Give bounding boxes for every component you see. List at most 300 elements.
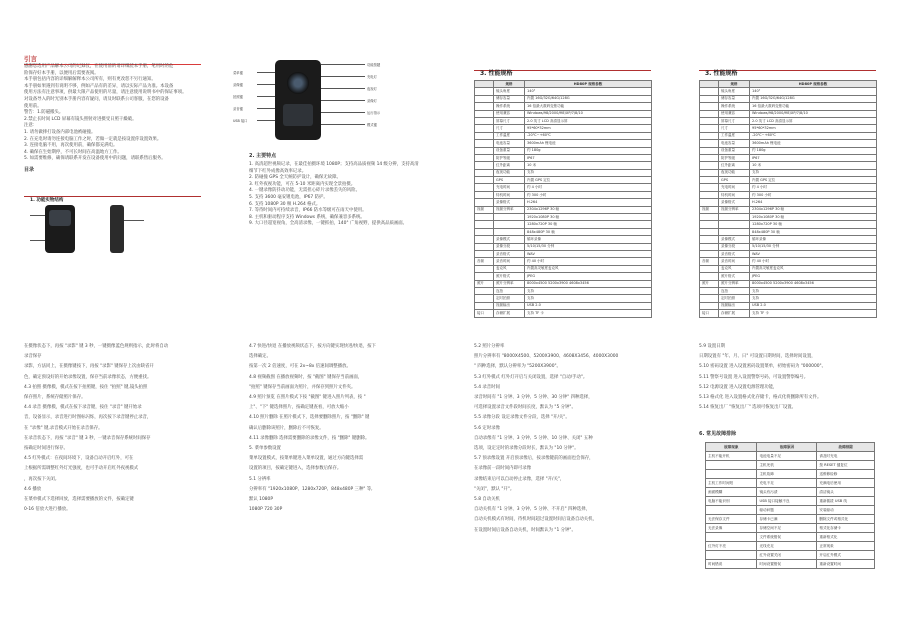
- camera-side-view: [110, 205, 124, 253]
- section-3-header: [474, 60, 651, 77]
- spec-group: [700, 243, 719, 250]
- intro-text: [0, 64, 225, 163]
- spec-key: 待机时间: [494, 191, 525, 198]
- text-line: 色，确定预设好的开始录像设置，保存当前录像状态，方便重找。: [24, 374, 152, 380]
- spec-key: 屏幕尺寸: [719, 117, 750, 124]
- spec-table-repeat: [699, 80, 877, 332]
- spec-group: [475, 125, 494, 132]
- spec-value: 1920x1080P 30 帧: [525, 214, 652, 221]
- text-line: 0-16 倍放大进行播放。: [24, 507, 71, 513]
- spec-group: [700, 287, 719, 294]
- spec-group: [700, 184, 719, 191]
- spec-key: 屏幕尺寸: [494, 117, 525, 124]
- text-line: 5. 如需要维修，确保请联系开发在设备使用中的问题，请联系售后服务。: [24, 156, 166, 162]
- spec-value: 2.0 英寸 LCD 高清显示屏: [525, 117, 652, 124]
- spec-row: [475, 191, 652, 198]
- text-line: 按确定时间进行保存。: [24, 446, 68, 452]
- spec-group: 接口: [700, 310, 719, 317]
- spec-key: 储存容量: [494, 95, 525, 102]
- spec-key: 充电时间: [719, 184, 750, 191]
- spec-value: 约 180g: [750, 147, 877, 154]
- spec-group: [475, 250, 494, 257]
- spec-row: [475, 243, 652, 250]
- spec-group: [700, 147, 719, 154]
- spec-value: 循环录像: [525, 236, 652, 243]
- troubleshoot-cell: 电池电量不足: [757, 452, 817, 461]
- spec-key: 视频分辨率: [719, 206, 750, 213]
- spec-key: 充电时间: [494, 184, 525, 191]
- spec-row: [700, 199, 877, 206]
- callout-line: [257, 96, 275, 97]
- spec-value: 支持: [525, 169, 652, 176]
- troubleshoot-cell: 重新设置时间: [817, 560, 875, 569]
- spec-key: 红外距离: [494, 162, 525, 169]
- spec-row: [475, 147, 652, 154]
- spec-key: [494, 221, 525, 228]
- spec-group: 接口: [475, 310, 494, 317]
- troubleshoot-cell: 按 RESET 键复位: [817, 461, 875, 470]
- text-line: 录影，方法同上，在摄像键按下，再按 "录影" 键保存上次由缺省开: [24, 364, 154, 370]
- text-line: 5.14 恢复出厂 "恢复出厂" 选项可恢复出厂设置。: [699, 405, 797, 411]
- text-line: ，再次按下关闭。: [24, 476, 60, 482]
- spec-group: [475, 132, 494, 139]
- spec-group: [700, 162, 719, 169]
- spec-group: [475, 162, 494, 169]
- spec-value: IP67: [525, 154, 652, 161]
- text-line: 5.10 密码设置 进入设置密码设置菜单，初始密码为 "000000"。: [699, 364, 826, 370]
- callout-line: [257, 72, 275, 73]
- spec-value: 1920x1080P 30 帧: [750, 214, 877, 221]
- spec-key: 连拍: [494, 287, 525, 294]
- page-3: [450, 0, 675, 318]
- text-line: 日期设置有 "年、月、日" 可设置日期时间，选择时间设置，: [699, 354, 816, 360]
- spec-key: 录像格式: [719, 199, 750, 206]
- camera-grid-patch: [283, 104, 313, 126]
- text-line: 设置的项目，按确定键进入，选择参数后保存。: [249, 466, 342, 472]
- troubleshoot-row: [706, 524, 875, 533]
- spec-value: 支持: [525, 295, 652, 302]
- spec-value: 95*60*32mm: [525, 125, 652, 132]
- callout-label: 录音键: [233, 107, 243, 111]
- spec-key: 设备重量: [719, 147, 750, 154]
- spec-group: [700, 177, 719, 184]
- spec-value: 3600mAh 锂电池: [525, 140, 652, 147]
- text-line: 在录音状态下，再按 "录音" 键 3 秒，一键录音保存系统时间保存: [24, 435, 151, 441]
- spec-group: [475, 295, 494, 302]
- text-line: 5. 菜单参数设置: [249, 446, 281, 452]
- troubleshoot-cell: 主机故障: [757, 470, 817, 479]
- callout-line: [321, 100, 365, 101]
- troubleshoot-cell: 存储空间不足: [757, 524, 817, 533]
- spec-group: [700, 95, 719, 102]
- spec-row: [475, 287, 652, 294]
- text-line: 在录像前一段时间内即可录像: [474, 466, 532, 472]
- section-1-header: [24, 186, 201, 203]
- text-line: 在 "录像" 键,录音模式开始在录音保存。: [24, 425, 103, 431]
- troubleshoot-cell: [706, 506, 757, 515]
- spec-value: 95*60*32mm: [750, 125, 877, 132]
- troubleshoot-cell: 电脑不能识别: [706, 497, 757, 506]
- spec-row: [700, 103, 877, 110]
- spec-row: [700, 81, 877, 88]
- callout-label: 录像灯: [367, 99, 377, 103]
- spec-key: GPS: [494, 177, 525, 184]
- spec-group: [475, 191, 494, 198]
- text-line: 本手册包括内容的详细解解释本公司所有，则有更改恕不另行通知。: [24, 77, 156, 83]
- spec-value: 848x480P 30 帧: [525, 228, 652, 235]
- spec-group: [475, 110, 494, 117]
- text-line: "关闭"，默认 "开"。: [474, 486, 515, 492]
- text-line: 1. 请勿做摔打设备内部电池被碰撞。: [24, 129, 96, 135]
- spec-key: 麦克风: [719, 265, 750, 272]
- callout-label: 夜视灯: [367, 87, 377, 91]
- text-line: 5.7 预录像设置 开启预录像后，按录像键前的画面也会保存，: [474, 456, 594, 462]
- spec-key: 录像模式: [494, 236, 525, 243]
- page-2: [225, 0, 450, 318]
- spec-key: 夜视功能: [719, 169, 750, 176]
- leader-line: [30, 215, 45, 216]
- spec-group: [700, 81, 719, 88]
- spec-row: [700, 287, 877, 294]
- spec-group: [475, 81, 494, 88]
- spec-key: 照片格式: [719, 273, 750, 280]
- text-line: 5.11 警察号设置 进入设置警察号码，可设置警察编号。: [699, 374, 809, 380]
- page-4: [675, 0, 900, 318]
- spec-row: [475, 199, 652, 206]
- text-line: 5.4 录音时间: [474, 384, 500, 390]
- text-line: 5.12 电源设置 进入设置电源管理功能，: [699, 384, 778, 390]
- spec-key: [719, 221, 750, 228]
- feature-line: 8. 主机和驱动程序支持 Windows 系统，确保兼容多系统。: [249, 214, 365, 220]
- spec-row: [700, 132, 877, 139]
- text-line: 默认 1080P: [249, 497, 273, 503]
- spec-group: [475, 169, 494, 176]
- spec-group: [700, 302, 719, 309]
- page-1: [0, 0, 225, 318]
- spec-group: [475, 214, 494, 221]
- callout-line: [257, 108, 275, 109]
- spec-group: [475, 88, 494, 95]
- spec-key: 视频分辨率: [494, 206, 525, 213]
- spec-group: [700, 228, 719, 235]
- troubleshoot-cell: 送维修检修: [817, 470, 875, 479]
- text-line: 确认后删除该照片，删除后不可恢复。: [249, 425, 324, 431]
- spec-row: [475, 265, 652, 272]
- spec-group: [700, 117, 719, 124]
- troubleshoot-cell: 故障原因: [757, 443, 817, 452]
- spec-key: 工作温度: [719, 132, 750, 139]
- spec-row: [700, 214, 877, 221]
- settings-text-2: [675, 342, 900, 413]
- troubleshoot-cell: [706, 551, 757, 560]
- spec-value: 10 米: [750, 162, 877, 169]
- settings-text: [450, 342, 675, 536]
- spec-group: [475, 184, 494, 191]
- spec-key: 工作温度: [494, 132, 525, 139]
- spec-value: 10 米: [525, 162, 652, 169]
- troubleshoot-row: [706, 542, 875, 551]
- spec-group: [475, 95, 494, 102]
- spec-group: 照片: [475, 280, 494, 287]
- feature-line: 2. 防碰撞 GPS 全天候防护设计，确保无故障。: [249, 175, 341, 181]
- troubleshoot-cell: 清洁镜头: [817, 488, 875, 497]
- spec-row: [700, 154, 877, 161]
- spec-row: [700, 191, 877, 198]
- text-line: 照片分辨率有 "8000X4500、5200X3900、4608X3456、4000X3000: [474, 354, 619, 360]
- text-line: 4.10 照片删除 在照片模式下，选择要删除照片，按 "删除" 键: [249, 415, 370, 421]
- text-line: 4.5 红外模式：在夜间环境下，设备自动开启红外，可在: [24, 456, 134, 462]
- feature-line: 3. 红外夜视功能，可在 5-10 米距离内实现全景拍摄。: [249, 181, 356, 187]
- spec-key: [719, 214, 750, 221]
- spec-group: [700, 199, 719, 206]
- callout-label: USB 接口: [233, 119, 248, 123]
- troubleshoot-cell: 光线充足: [757, 542, 817, 551]
- page-7: [450, 318, 675, 636]
- intro-heading: 引言: [24, 55, 37, 63]
- spec-group: [475, 117, 494, 124]
- spec-key: 视频输出: [494, 302, 525, 309]
- spec-group: [475, 199, 494, 206]
- spec-value: 3600mAh 锂电池: [750, 140, 877, 147]
- spec-key: 录像分段: [719, 243, 750, 250]
- spec-group: 视频: [700, 206, 719, 213]
- text-line: 4.11 录像删除 选择需要删除的录像文件，按 "删除" 键删除。: [249, 435, 370, 441]
- spec-key: 尺寸: [494, 125, 525, 132]
- troubleshoot-row: [706, 515, 875, 524]
- spec-key: 存储扩展: [494, 310, 525, 317]
- section-3-title: 3. 性能规格: [480, 70, 513, 77]
- text-line: "拍照" 键保存当前画面为照片，并保存到照片文件夹。: [249, 384, 356, 390]
- text-line: 5.5 录像分段 设定录像文件分段，选择 "开/关"。: [474, 415, 570, 421]
- text-line: 在菜单模式下选择回放，选择需要播放的文件，按确定键: [24, 497, 134, 503]
- spec-row: [700, 310, 877, 317]
- spec-row: [475, 250, 652, 257]
- spec-value: USB 2.0: [525, 302, 652, 309]
- spec-row: [475, 295, 652, 302]
- callout-label: 运行指示: [367, 111, 381, 115]
- spec-row: [475, 228, 652, 235]
- spec-row: [700, 117, 877, 124]
- spec-row: [475, 177, 652, 184]
- spec-group: [700, 250, 719, 257]
- spec-row: [700, 243, 877, 250]
- spec-row: [700, 236, 877, 243]
- spec-key: 使用兼容: [719, 110, 750, 117]
- spec-key: 麦克风: [494, 265, 525, 272]
- spec-row: [475, 214, 652, 221]
- troubleshoot-cell: 开启红外模式: [817, 551, 875, 560]
- troubleshoot-cell: 时间设置错误: [757, 560, 817, 569]
- callout-line: [321, 112, 365, 113]
- spec-key: 录音时间: [494, 258, 525, 265]
- feature-line: 9. 大口径超宽视角，全高清录像，一键抓拍，140° 广角视野，提供高品质画面。: [249, 221, 408, 227]
- spec-group: [700, 169, 719, 176]
- spec-group: [475, 287, 494, 294]
- text-line: 5.1 分辨率: [249, 476, 271, 482]
- spec-value: H.264: [525, 199, 652, 206]
- troubleshoot-cell: 充满电后使用: [817, 479, 875, 488]
- features-list: [225, 162, 450, 228]
- text-line: 注意：: [24, 123, 38, 129]
- spec-table: [474, 80, 652, 332]
- text-line: 本手册如果遇到有说明不够，例如产品有的差异，请以实际产品为准。本设备: [24, 83, 174, 89]
- spec-group: [475, 228, 494, 235]
- text-line: 5.8 自动关机: [474, 497, 500, 503]
- feature-line: 1. 高清超世视频记录，在最佳拍摄环境 1080P；支持高品质视频 14 级分辨，支持高清: [249, 162, 419, 167]
- spec-row: [700, 147, 877, 154]
- troubleshoot-cell: 安装驱动: [817, 506, 875, 515]
- feature-line: 7. 等待时间内可持续录音，IP66 防水等级可在雨天中使用。: [249, 208, 367, 214]
- spec-key: 待机时间: [719, 191, 750, 198]
- spec-key: 镜头角度: [719, 88, 750, 95]
- spec-group: [700, 265, 719, 272]
- text-line: 3. 连接电脑不用，再次使用前，确保都充满电。: [24, 143, 118, 149]
- troubleshoot-cell: 请及时充电: [817, 452, 875, 461]
- spec-row: [700, 162, 877, 169]
- text-line: 险保存好本手册，以便用后需要查阅。: [24, 70, 99, 76]
- spec-key: GPS: [719, 177, 750, 184]
- section-1-title: 1. 功能实物结构: [30, 198, 64, 203]
- spec-key: 定时拍照: [719, 295, 750, 302]
- text-line: 2.禁止长时间 LCD 屏幕有镜头照射对进摄受日照干燥破。: [24, 116, 137, 122]
- troubleshoot-row: [706, 452, 875, 461]
- spec-value: 1280x720P 30 帧: [750, 221, 877, 228]
- callout-label: 拍照键: [233, 95, 243, 99]
- text-line: 5.9 设置日期: [699, 344, 725, 349]
- text-line: 按第一次 2 倍速度，可在 2x~8x 倍速间调整播放。: [249, 364, 351, 370]
- text-line: 在设置时间后设备自动关机，时间默认为 "1 分钟"。: [474, 527, 576, 533]
- spec-key: [494, 214, 525, 221]
- spec-value: 约 180g: [525, 147, 652, 154]
- spec-value: 约 4 小时: [750, 184, 877, 191]
- spec-group: 音频: [475, 258, 494, 265]
- spec-group: [475, 140, 494, 147]
- spec-row: [475, 140, 652, 147]
- spec-value: 内置 GPS 定位: [525, 177, 652, 184]
- spec-value: 支持: [750, 169, 877, 176]
- spec-value: 2.0 英寸 LCD 高清显示屏: [750, 117, 877, 124]
- spec-value: 16 倍最大数码变焦功能: [750, 103, 877, 110]
- spec-key: 录像格式: [494, 199, 525, 206]
- spec-value: 内置 GPS 定位: [750, 177, 877, 184]
- text-line: 5.2 照片分辨率: [474, 344, 505, 349]
- spec-key: 照片分辨率: [719, 280, 750, 287]
- spec-key: 录像模式: [719, 236, 750, 243]
- spec-group: [475, 273, 494, 280]
- troubleshoot-row: [706, 560, 875, 569]
- spec-group: [700, 140, 719, 147]
- spec-value: 支持: [750, 295, 877, 302]
- text-line: 4. 确保在生始期停，不可长时间在高温地方工作。: [24, 149, 122, 155]
- spec-value: 2304x1296P 30 帧: [750, 206, 877, 213]
- text-line: 对设备导入的时光别本手册内容有疑问，请及时联系公司客服，在您的设备: [24, 96, 169, 102]
- spec-row: [700, 295, 877, 302]
- spec-value: 支持: [750, 287, 877, 294]
- spec-row: [700, 265, 877, 272]
- spec-key: 存储扩展: [719, 310, 750, 317]
- troubleshoot-cell: 无法录像: [706, 524, 757, 533]
- troubleshoot-cell: 正常现象: [817, 542, 875, 551]
- spec-group: [700, 88, 719, 95]
- text-line: 录音保存: [24, 354, 42, 360]
- text-line: 4.7 快进/快退 在播放视频状态下，按方向键实现快进/快退，按下: [249, 344, 376, 349]
- text-line: 保存照片，系统存储照片保存。: [24, 395, 86, 401]
- spec-row: [700, 140, 877, 147]
- spec-group: [700, 273, 719, 280]
- spec-row: [475, 117, 652, 124]
- spec-row: [700, 273, 877, 280]
- spec-value: HD80P 规格参数: [750, 81, 877, 88]
- spec-row: [475, 206, 652, 213]
- spec-key: 使用兼容: [494, 110, 525, 117]
- text-line: 音，设备显示，录音进行时图标闪烁，再次按下录音键停止录音，: [24, 415, 152, 421]
- spec-value: 8000x4500 5200x3900 4608x3456: [525, 280, 652, 287]
- troubleshoot-cell: [706, 461, 757, 470]
- spec-row: [475, 162, 652, 169]
- spec-value: 1280x720P 30 帧: [525, 221, 652, 228]
- spec-row: [700, 280, 877, 287]
- spec-row: [700, 88, 877, 95]
- spec-value: 内置高灵敏度麦克风: [750, 265, 877, 272]
- troubleshoot-cell: 镜头有污渍: [757, 488, 817, 497]
- troubleshoot-cell: 时间错误: [706, 560, 757, 569]
- text-line: 录像结束后可以自动停止录像，选择 "开/关"，: [474, 476, 565, 482]
- troubleshoot-cell: [706, 470, 757, 479]
- spec-value: 约 40 小时: [750, 258, 877, 265]
- spec-key: 夜视功能: [494, 169, 525, 176]
- spec-value: -20℃~+60℃: [525, 132, 652, 139]
- text-line: 4.8 视频截图 在播放视频时，按 "截图" 键保存当前画面，: [249, 374, 363, 380]
- spec-key: 录音格式: [719, 250, 750, 257]
- troubleshoot-cell: 充电不足: [757, 479, 817, 488]
- spec-row: [475, 236, 652, 243]
- spec-group: [700, 103, 719, 110]
- text-line: 分辨率有 "1920x1080P、1280x720P、848x480P 三种" 等,: [249, 486, 373, 492]
- troubleshoot-cell: 红外设置关闭: [757, 551, 817, 560]
- spec-group: [475, 154, 494, 161]
- spec-value: JPEG: [750, 273, 877, 280]
- spec-row: [475, 103, 652, 110]
- troubleshoot-cell: 故障排除: [817, 443, 875, 452]
- spec-group: [700, 154, 719, 161]
- spec-key: 防护等级: [719, 154, 750, 161]
- troubleshoot-row: [706, 479, 875, 488]
- text-line: 自动关机模式有时间，待机时间超过设置时间后设备自动关机，: [474, 517, 597, 523]
- text-line: 录音时间有 "1 分钟、3 分钟、5 分钟、30 分钟" 四种选择，: [474, 395, 593, 401]
- text-line: 4.9 照片预览 在照片模式下按 "截图" 键进入照片列表，按 ": [249, 395, 366, 401]
- spec-group: [700, 110, 719, 117]
- section-3-header-repeat: [699, 60, 876, 77]
- spec-key: 设备重量: [494, 147, 525, 154]
- troubleshoot-row: [706, 470, 875, 479]
- spec-value: 约 4 小时: [525, 184, 652, 191]
- spec-group: [475, 147, 494, 154]
- spec-key: 规格: [494, 81, 525, 88]
- troubleshoot-cell: 故障现象: [706, 443, 757, 452]
- spec-key: 操作系统: [494, 103, 525, 110]
- spec-group: 音频: [700, 258, 719, 265]
- spec-group: [700, 295, 719, 302]
- page-8: [675, 318, 900, 636]
- text-line: 5.13 格式化 进入设置格式化存储卡，格式化将删除所有文件。: [699, 395, 822, 401]
- spec-key: 红外距离: [719, 162, 750, 169]
- spec-value: 循环录像: [750, 236, 877, 243]
- spec-group: [700, 236, 719, 243]
- spec-group: [700, 191, 719, 198]
- text-line: 自动关机有 "1 分钟、3 分钟、5 分钟、不开启" 四种选择，: [474, 507, 590, 513]
- troubleshoot-row: [706, 488, 875, 497]
- text-line: 可选择设置录音文件段时间长度，默认为 "5 分钟"。: [474, 405, 576, 411]
